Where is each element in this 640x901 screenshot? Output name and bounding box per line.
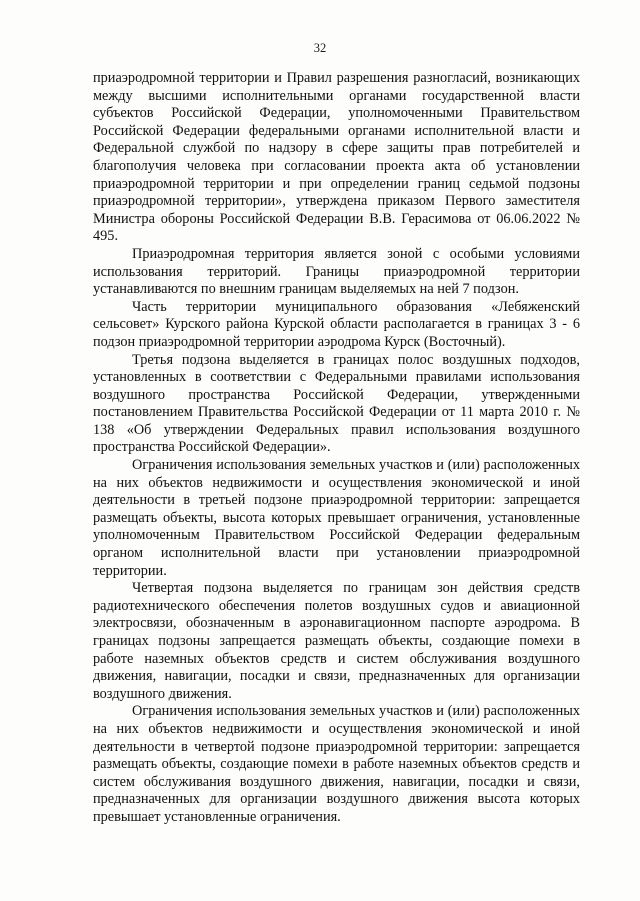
paragraph-5: Ограничения использования земельных участков и (или) расположенных на них объектов недвижимости и осуществления экономической и иной деятельности в третьей подзоне приаэродромной территории: запрещается размещать объекты, высота которых превышает ограничения, установленные уполномоченным Правительством Российской Федерации федеральным органом исполнительной власти при установлении приаэродромной территории. — [93, 457, 580, 579]
paragraph-4: Третья подзона выделяется в границах полос воздушных подходов, установленных в соответствии с Федеральными правилами использования воздушного пространства Российской Федерации, утвержденными постановлением Правительства Российской Федерации от 11 марта 2010 г. № 138 «Об утверждении Федеральных правил использования воздушного пространства Российской Федерации». — [93, 351, 580, 456]
paragraph-1: приаэродромной территории и Правил разрешения разногласий, возникающих между высшими исполнительными органами государственной власти субъектов Российской Федерации, уполномоченными Правительством Российской Федерации федеральными органами исполнительной власти и Федеральной службой по надзору в сфере защиты прав потребителей и благополучия человека при согласовании проекта акта об установлении приаэродромной территории и при определении границ седьмой подзоны приаэродромной территории», утверждена приказом Первого заместителя Министра обороны Российской Федерации В.В. Герасимова от 06.06.2022 № 495. — [93, 70, 580, 245]
document-body — [93, 70, 580, 827]
page-number: 32 — [313, 41, 327, 55]
paragraph-3: Часть территории муниципального образования «Лебяженский сельсовет» Курского района Курской области располагается в границах 3 - 6 подзон приаэродромной территории аэродрома Курск (Восточный). — [93, 298, 580, 350]
paragraph-2: Приаэродромная территория является зоной с особыми условиями использования территорий. Границы приаэродромной территории устанавливаются по внешним границам выделяемых на ней 7 подзон. — [93, 245, 580, 298]
paragraph-7: Ограничения использования земельных участков и (или) расположенных на них объектов недвижимости и осуществления экономической и иной деятельности в четвертой подзоне приаэродромной территории: запрещается размещать объекты, создающие помехи в работе наземных объектов средств и систем обслуживания воздушного движения, навигации, посадки и связи, предназначенных для организации воздушного движения высота которых превышает установленные ограничения. — [93, 703, 580, 825]
paragraph-6: Четвертая подзона выделяется по границам зон действия средств радиотехнического обеспечения полетов воздушных судов и авиационной электросвязи, обозначенным в аэронавигационном паспорте аэродрома. В границах подзоны запрещается размещать объекты, создающие помехи в работе наземных объектов средств и систем обслуживания воздушного движения, навигации, посадки и связи, предназначенных для организации воздушного движения. — [93, 580, 580, 702]
